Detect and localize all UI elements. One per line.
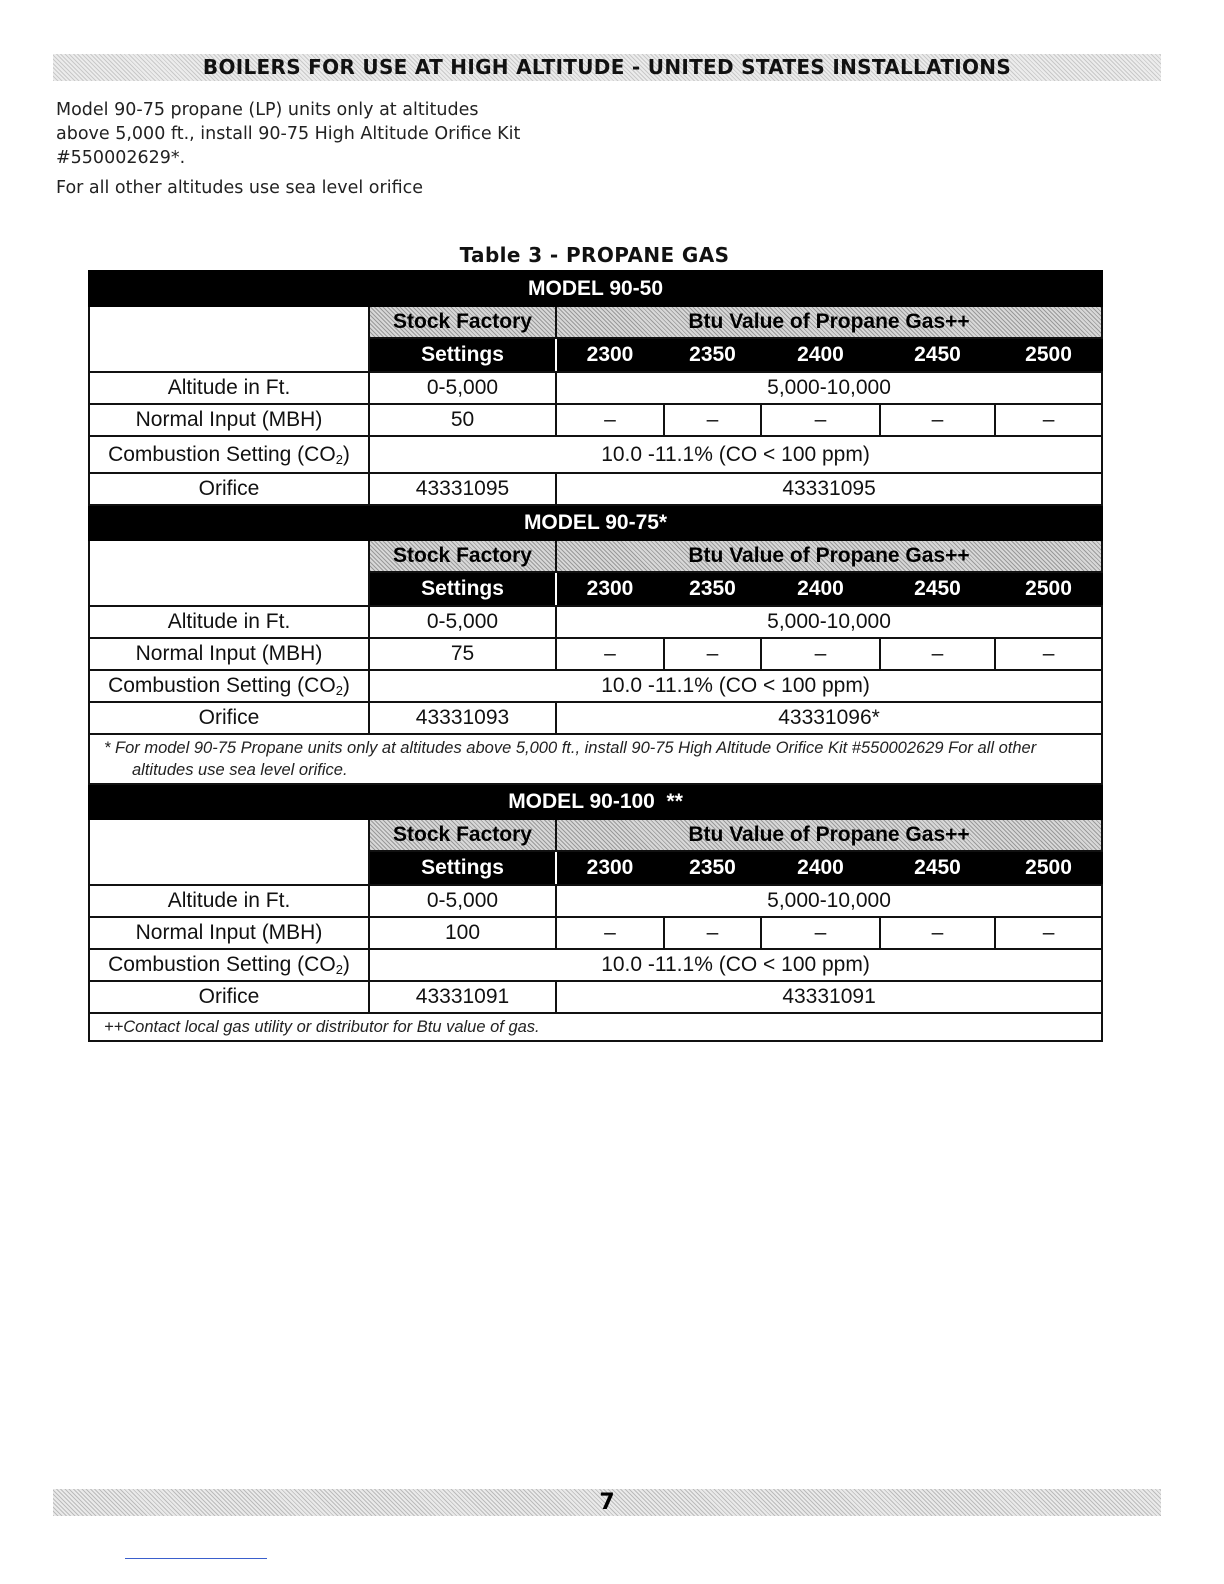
table-title: Table 3 - PROPANE GAS <box>459 243 730 267</box>
settings-label: Settings <box>369 572 556 606</box>
page-header-banner <box>53 54 1161 81</box>
dash-cell: – <box>664 638 761 670</box>
combustion-value: 10.0 -11.1% (CO < 100 ppm) <box>369 436 1102 473</box>
row-label-input: Normal Input (MBH) <box>89 917 369 949</box>
dash-cell: – <box>880 917 995 949</box>
input-stock: 100 <box>369 917 556 949</box>
stock-factory-label: Stock Factory <box>369 819 556 851</box>
combustion-value: 10.0 -11.1% (CO < 100 ppm) <box>369 949 1102 981</box>
orifice-stock: 43331093 <box>369 702 556 734</box>
btu-2500: 2500 <box>995 572 1102 606</box>
dash-cell: – <box>995 404 1102 436</box>
blank-cell <box>89 540 369 606</box>
table-note-row <box>89 1013 1102 1041</box>
dash-cell: – <box>995 917 1102 949</box>
dash-cell: – <box>761 404 880 436</box>
table-row <box>89 702 1102 734</box>
dash-cell: – <box>995 638 1102 670</box>
altitude-stock: 0-5,000 <box>369 885 556 917</box>
row-label-altitude: Altitude in Ft. <box>89 606 369 638</box>
dash-cell: – <box>761 638 880 670</box>
intro-line: For all other altitudes use sea level orifice <box>56 178 423 198</box>
row-label-orifice: Orifice <box>89 981 369 1013</box>
model-header-row <box>89 784 1102 819</box>
model-header-row <box>89 505 1102 540</box>
btu-value-label: Btu Value of Propane Gas++ <box>556 540 1102 572</box>
table-row <box>89 917 1102 949</box>
altitude-stock: 0-5,000 <box>369 372 556 404</box>
model-title: MODEL 90-50 <box>89 271 1102 306</box>
page-footer-banner <box>53 1489 1161 1516</box>
altitude-high: 5,000-10,000 <box>556 606 1102 638</box>
table-footnote: ++Contact local gas utility or distributor for Btu value of gas. <box>89 1013 1102 1041</box>
table-row <box>89 638 1102 670</box>
model-title: MODEL 90-100 ** <box>89 784 1102 819</box>
altitude-stock: 0-5,000 <box>369 606 556 638</box>
stock-factory-label: Stock Factory <box>369 540 556 572</box>
intro-line: above 5,000 ft., install 90-75 High Altitude Orifice Kit <box>56 124 521 144</box>
dash-cell: – <box>556 638 664 670</box>
btu-2500: 2500 <box>995 338 1102 372</box>
orifice-stock: 43331091 <box>369 981 556 1013</box>
btu-2450: 2450 <box>880 338 995 372</box>
dash-cell: – <box>556 917 664 949</box>
dash-cell: – <box>556 404 664 436</box>
table-row <box>89 670 1102 702</box>
row-label-combustion: Combustion Setting $(CO_2)$ <box>89 436 369 473</box>
dash-cell: – <box>761 917 880 949</box>
dash-cell: – <box>880 404 995 436</box>
btu-2450: 2450 <box>880 851 995 885</box>
table-row <box>89 473 1102 505</box>
table-footnote: * For model 90-75 Propane units only at altitudes above 5,000 ft., install 90-75 High Altitude Orifice Kit #550002629 For all other altitudes use sea level orifice. <box>89 734 1102 784</box>
altitude-high: 5,000-10,000 <box>556 372 1102 404</box>
btu-2450: 2450 <box>880 572 995 606</box>
table-note-row <box>89 734 1102 784</box>
propane-gas-table <box>88 270 1103 1042</box>
btu-value-label: Btu Value of Propane Gas++ <box>556 306 1102 338</box>
btu-2400: 2400 <box>761 851 880 885</box>
intro-line: #550002629*. <box>56 148 186 168</box>
table-row <box>89 372 1102 404</box>
row-label-combustion: Combustion Setting $(CO_2)$ <box>89 670 369 702</box>
row-label-orifice: Orifice <box>89 702 369 734</box>
btu-2500: 2500 <box>995 851 1102 885</box>
table-row <box>89 606 1102 638</box>
input-stock: 75 <box>369 638 556 670</box>
page-number: 7 <box>599 1490 615 1515</box>
blank-cell <box>89 306 369 372</box>
btu-value-label: Btu Value of Propane Gas++ <box>556 819 1102 851</box>
orifice-high: 43331091 <box>556 981 1102 1013</box>
stock-factory-label: Stock Factory <box>369 306 556 338</box>
settings-label: Settings <box>369 338 556 372</box>
altitude-high: 5,000-10,000 <box>556 885 1102 917</box>
orifice-high: 43331095 <box>556 473 1102 505</box>
row-label-input: Normal Input (MBH) <box>89 638 369 670</box>
dash-cell: – <box>664 917 761 949</box>
dash-cell: – <box>664 404 761 436</box>
table-row <box>89 949 1102 981</box>
row-label-combustion: Combustion Setting $(CO_2)$ <box>89 949 369 981</box>
row-label-orifice: Orifice <box>89 473 369 505</box>
btu-2300: 2300 <box>556 338 664 372</box>
btu-2350: 2350 <box>664 572 761 606</box>
blank-cell <box>89 819 369 885</box>
table-row <box>89 981 1102 1013</box>
footer-rule <box>125 1558 267 1559</box>
dash-cell: – <box>880 638 995 670</box>
settings-label: Settings <box>369 851 556 885</box>
input-stock: 50 <box>369 404 556 436</box>
model-title: MODEL 90-75* <box>89 505 1102 540</box>
table-row <box>89 885 1102 917</box>
intro-line: Model 90-75 propane (LP) units only at altitudes <box>56 100 479 120</box>
table-row <box>89 436 1102 473</box>
orifice-high: 43331096* <box>556 702 1102 734</box>
model-header-row <box>89 271 1102 306</box>
row-label-altitude: Altitude in Ft. <box>89 372 369 404</box>
row-label-input: Normal Input (MBH) <box>89 404 369 436</box>
btu-2400: 2400 <box>761 338 880 372</box>
orifice-stock: 43331095 <box>369 473 556 505</box>
row-label-altitude: Altitude in Ft. <box>89 885 369 917</box>
table-row <box>89 404 1102 436</box>
btu-2350: 2350 <box>664 338 761 372</box>
page-header-title: BOILERS FOR USE AT HIGH ALTITUDE - UNITED STATES INSTALLATIONS <box>202 55 1012 79</box>
btu-2350: 2350 <box>664 851 761 885</box>
btu-2300: 2300 <box>556 572 664 606</box>
btu-2300: 2300 <box>556 851 664 885</box>
combustion-value: 10.0 -11.1% (CO < 100 ppm) <box>369 670 1102 702</box>
btu-2400: 2400 <box>761 572 880 606</box>
intro-text <box>56 98 616 200</box>
